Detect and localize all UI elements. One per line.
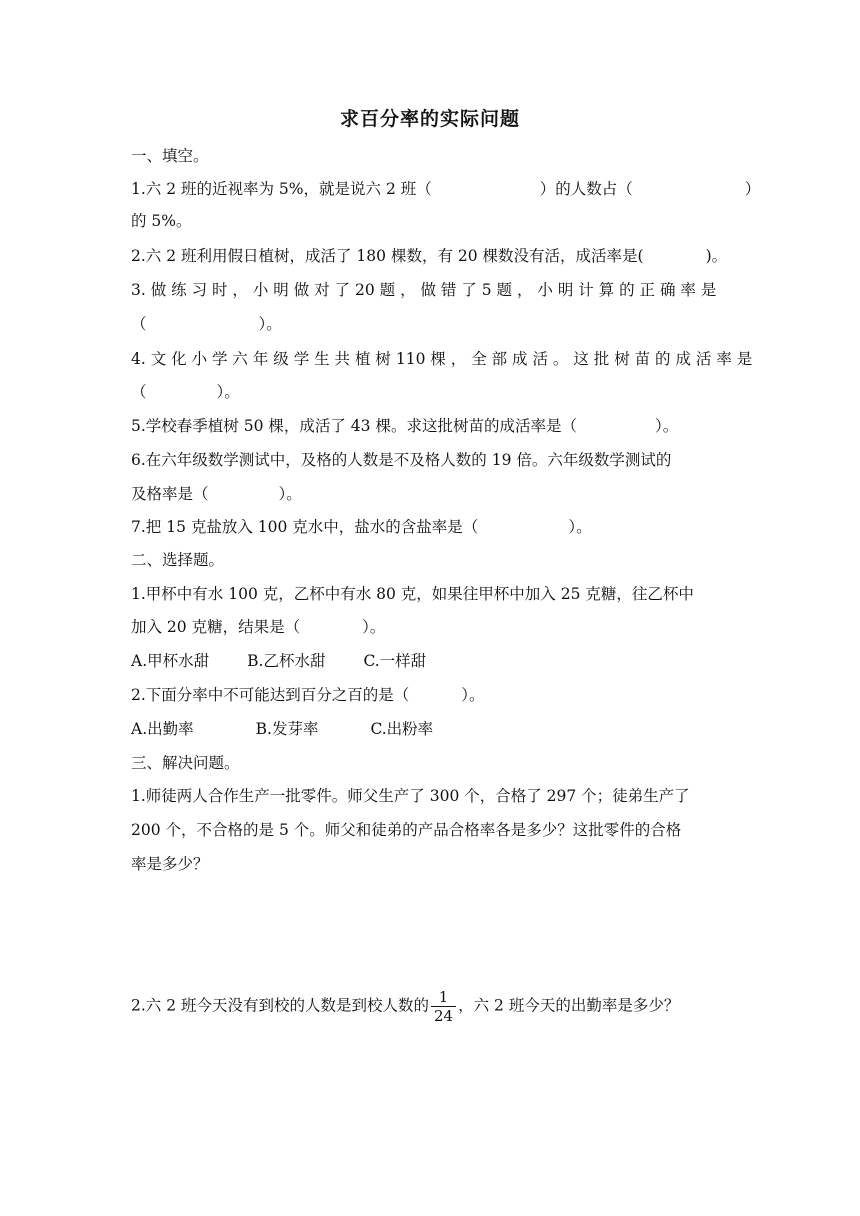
fill-question-7	[131, 516, 592, 538]
q1-text-a: 1.六 2 班的近视率为 5%，就是说六 2 班（	[131, 180, 432, 198]
q4-text-b: （	[131, 383, 147, 401]
fill-question-1-line-2: 的 5%。	[131, 212, 192, 230]
option-a: A.出勤率	[131, 720, 194, 738]
fill-question-3-line-2	[131, 313, 282, 335]
choice-question-2	[131, 684, 485, 706]
choice-question-1-line-1: 1.甲杯中有水 100 克，乙杯中有水 80 克，如果往甲杯中加入 25 克糖，往乙杯中	[131, 585, 694, 603]
option-a: A.甲杯水甜	[131, 652, 210, 670]
q7-text-b: ）。	[568, 518, 592, 536]
solve-question-2	[131, 988, 679, 1025]
section-heading-solve: 三、解决问题。	[131, 754, 240, 772]
q5-text-a: 5.学校春季植树 50 棵，成活了 43 棵。求这批树苗的成活率是（	[131, 417, 577, 435]
s2-text-a: 2.六 2 班今天没有到校的人数是到校人数的	[131, 996, 430, 1015]
fill-question-2	[131, 245, 727, 267]
q2-text-a: 2.六 2 班利用假日植树，成活了 180 棵数，有 20 棵数没有活，成活率是(	[131, 247, 644, 265]
fraction-numerator: 1	[438, 988, 449, 1006]
q3-text-b: （	[131, 315, 147, 333]
q4-text-c: ）。	[216, 383, 240, 401]
q3-text-c: ）。	[258, 315, 282, 333]
choice-question-1-line-2	[131, 616, 385, 638]
s2-text-b: ，六 2 班今天的出勤率是多少？	[458, 996, 680, 1015]
c2-text-b: ）。	[461, 686, 485, 704]
option-c: C.一样甜	[363, 652, 427, 670]
q1-text-b: ）的人数占（	[539, 180, 633, 198]
solve-question-1-line-1: 1.师徒两人合作生产一批零件。师父生产了 300 个，合格了 297 个；徒弟生产了	[131, 787, 690, 805]
choice-question-2-options	[131, 718, 433, 740]
solve-question-1-line-2: 200 个，不合格的是 5 个。师父和徒弟的产品合格率各是多少？这批零件的合格	[131, 821, 682, 839]
q2-text-b: )。	[705, 247, 728, 265]
page-title: 求百分率的实际问题	[339, 108, 520, 130]
q7-text-a: 7.把 15 克盐放入 100 克水中，盐水的含盐率是（	[131, 518, 479, 536]
section-heading-choice: 二、选择题。	[131, 551, 225, 569]
fraction	[431, 988, 456, 1025]
choice-question-1-options	[131, 650, 426, 672]
fill-question-6-line-1: 6.在六年级数学测试中，及格的人数是不及格人数的 19 倍。六年级数学测试的	[131, 451, 672, 469]
fraction-denominator: 24	[431, 1006, 456, 1025]
q1-text-c: ）	[744, 180, 761, 198]
q6-text-c: ）。	[278, 485, 302, 503]
q5-text-b: ）。	[654, 417, 679, 435]
fill-question-4-line-2	[131, 381, 240, 403]
solve-question-1-line-3: 率是多少？	[131, 855, 209, 873]
option-b: B.乙杯水甜	[247, 652, 326, 670]
section-heading-fill: 一、填空。	[131, 147, 209, 165]
fill-question-5	[131, 415, 678, 437]
option-b: B.发芽率	[255, 720, 319, 738]
fill-question-3-line-1: 3. 做 练 习 时 ， 小 明 做 对 了 20 题 ， 做 错 了 5 题 ， 小 明 计 算 的 正 确 率 是	[131, 281, 717, 299]
fill-question-4-line-1: 4. 文 化 小 学 六 年 级 学 生 共 植 树 110 棵 ， 全 部 成 活 。 这 批 树 苗 的 成 活 率 是	[131, 350, 753, 368]
c1-text-b: 加入 20 克糖，结果是（	[131, 618, 301, 636]
c1-text-c: ）。	[362, 618, 386, 636]
c2-text-a: 2.下面分率中不可能达到百分之百的是（	[131, 686, 410, 704]
fill-question-6-line-2	[131, 483, 302, 505]
option-c: C.出粉率	[370, 720, 434, 738]
q6-text-b: 及格率是（	[131, 485, 209, 503]
fill-question-1-line-1	[131, 178, 760, 200]
